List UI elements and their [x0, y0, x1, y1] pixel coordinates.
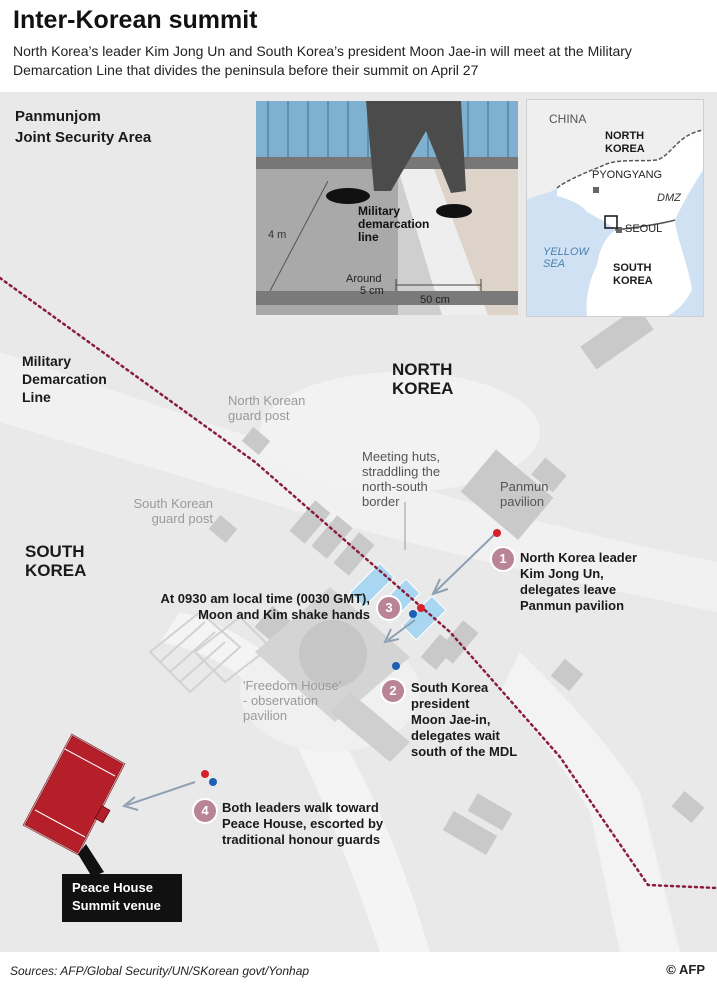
seoul-label: SEOUL: [625, 223, 663, 235]
step-3-badge: 3: [376, 595, 402, 621]
step-2-badge: 2: [380, 678, 406, 704]
header: [0, 0, 717, 90]
photo-height-label: 4 m: [268, 229, 287, 241]
step-1-text: North Korea leader Kim Jong Un, delegates leave Panmun pavilion: [520, 550, 638, 613]
sk-leader-dot: [392, 662, 400, 670]
area-title: Panmunjom Joint Security Area: [15, 108, 152, 146]
china-label: CHINA: [549, 112, 587, 126]
page-subtitle: North Korea’s leader Kim Jong Un and South Korea’s president Moon Jae-in will meet at the Military Demarcation Line that divides the peninsula before their summit on April 27: [13, 43, 632, 78]
panmun-pavilion-label: Panmun pavilion: [500, 479, 549, 509]
meeting-huts-label: Meeting huts, straddling the north-south border: [362, 449, 441, 509]
nk-leader-dot-walk: [201, 770, 209, 778]
footer: [0, 952, 717, 992]
inset-photo: [256, 101, 518, 315]
photo-mdl-label: Military demarcation line: [358, 204, 430, 244]
photo-around-label: Around 5 cm: [346, 273, 384, 297]
dmz-label: DMZ: [657, 192, 681, 204]
sk-leader-dot-walk: [209, 778, 217, 786]
north-korea-label: NORTH KOREA: [392, 360, 454, 398]
step-4-badge: 4: [192, 798, 218, 824]
mdl-label: Military Demarcation Line: [22, 353, 107, 405]
step-1-badge: 1: [490, 546, 516, 572]
inset-korea-map: [526, 99, 704, 317]
step-2-text: South Korea president Moon Jae-in, delegates wait south of the MDL: [411, 680, 518, 759]
freedom-house-label: 'Freedom House' - observation pavilion: [243, 678, 342, 723]
sources-text: Sources: AFP/Global Security/UN/SKorean govt/Yonhap: [10, 964, 310, 978]
step-3-text: At 0930 am local time (0030 GMT), Moon and Kim shake hands: [160, 591, 370, 622]
map-area: [0, 92, 717, 952]
pyongyang-label: PYONGYANG: [592, 169, 663, 181]
peace-house-label: Peace House Summit venue: [72, 880, 161, 913]
nk-leader-dot-meeting: [417, 604, 425, 612]
step-4-text: Both leaders walk toward Peace House, escorted by traditional honour guards: [222, 800, 384, 847]
inset-sk-label: SOUTH KOREA: [613, 262, 653, 287]
photo-width-label: 50 cm: [420, 294, 450, 306]
sk-guard-post-label: South Korean guard post: [133, 496, 213, 526]
yellow-sea-label: YELLOW SEA: [543, 246, 589, 270]
inset-nk-label: NORTH KOREA: [605, 130, 645, 155]
south-korea-label: SOUTH KOREA: [25, 542, 87, 580]
copyright-text: © AFP: [666, 962, 705, 977]
peace-house: [24, 735, 124, 877]
nk-guard-post-label: North Korean guard post: [228, 393, 306, 423]
nk-leader-dot: [493, 529, 501, 537]
page-title: Inter-Korean summit: [13, 6, 258, 34]
sk-leader-dot-meeting: [409, 610, 417, 618]
